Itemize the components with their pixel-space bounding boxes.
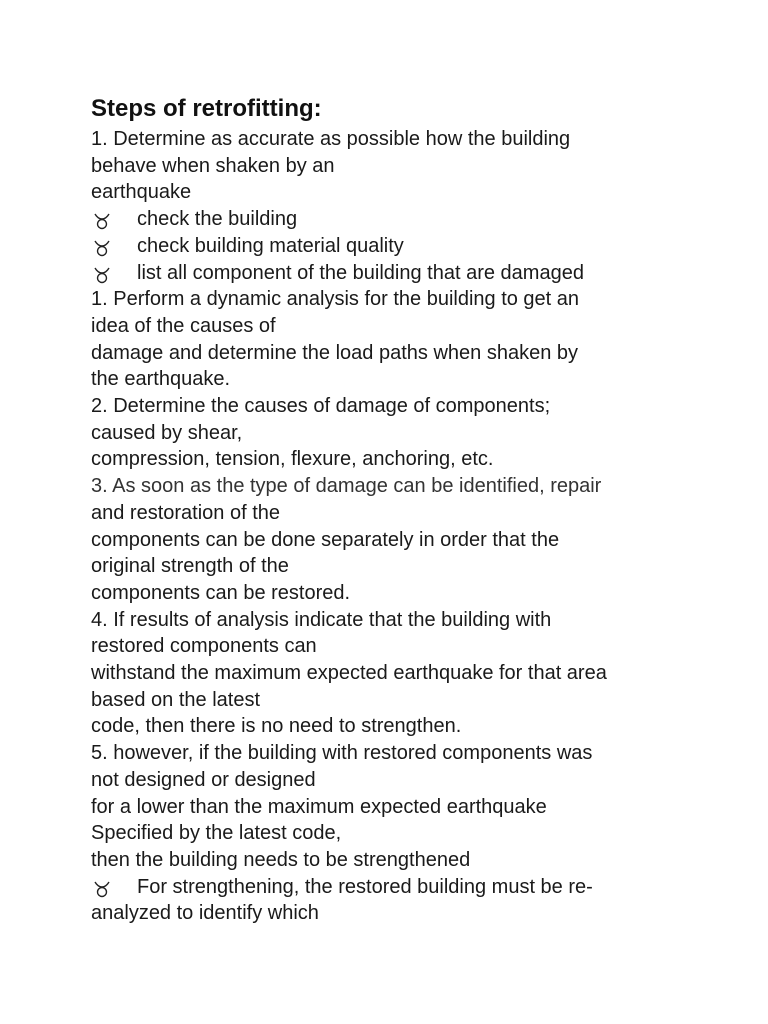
document-page <box>91 92 751 927</box>
text-line: then the building needs to be strengthened <box>91 848 471 871</box>
text-line: the earthquake. <box>91 368 230 391</box>
text-line: earthquake <box>91 181 192 204</box>
text-line: 4. If results of analysis indicate that the building with <box>91 608 552 631</box>
bullet-item <box>91 233 751 260</box>
text-line: damage and determine the load paths when shaken by <box>91 341 579 364</box>
document-title: Steps of retrofitting: <box>91 95 322 122</box>
taurus-symbol-icon <box>91 260 137 286</box>
bullet-item <box>91 206 751 233</box>
bullet-text: list all component of the building that are damaged <box>137 261 584 284</box>
taurus-symbol-icon <box>91 233 137 259</box>
text-line: 5. however, if the building with restored components was <box>91 742 593 765</box>
taurus-symbol-icon <box>91 206 137 232</box>
text-line: components can be restored. <box>91 581 351 604</box>
bullet-text: For strengthening, the restored building must be re- <box>137 875 593 898</box>
text-line: caused by shear, <box>91 421 243 444</box>
text-line: 1. Perform a dynamic analysis for the building to get an <box>91 288 580 311</box>
text-line: withstand the maximum expected earthquake for that area <box>91 662 607 685</box>
text-line: code, then there is no need to strengthen. <box>91 715 462 738</box>
text-line: for a lower than the maximum expected earthquake <box>91 795 547 818</box>
text-line: 1. Determine as accurate as possible how the building <box>91 128 571 150</box>
text-line: based on the latest <box>91 688 261 711</box>
bullet-item <box>91 874 751 901</box>
text-line: compression, tension, flexure, anchoring, etc. <box>91 448 494 471</box>
text-line: original strength of the <box>91 555 289 578</box>
taurus-symbol-icon <box>91 874 137 900</box>
text-line: behave when shaken by an <box>91 154 335 177</box>
text-line: Specified by the latest code, <box>91 822 342 845</box>
text-line: 3. As soon as the type of damage can be identified, repair <box>91 475 602 498</box>
text-line: 2. Determine the causes of damage of components; <box>91 395 551 418</box>
text-line: idea of the causes of <box>91 314 276 337</box>
text-line: components can be done separately in order that the <box>91 528 560 551</box>
bullet-text: check building material quality <box>137 234 404 257</box>
text-line: restored components can <box>91 635 317 658</box>
text-line: not designed or designed <box>91 768 316 791</box>
bullet-text: check the building <box>137 208 298 231</box>
text-line: analyzed to identify which <box>91 902 319 925</box>
bullet-item <box>91 260 751 287</box>
text-line: and restoration of the <box>91 501 281 524</box>
